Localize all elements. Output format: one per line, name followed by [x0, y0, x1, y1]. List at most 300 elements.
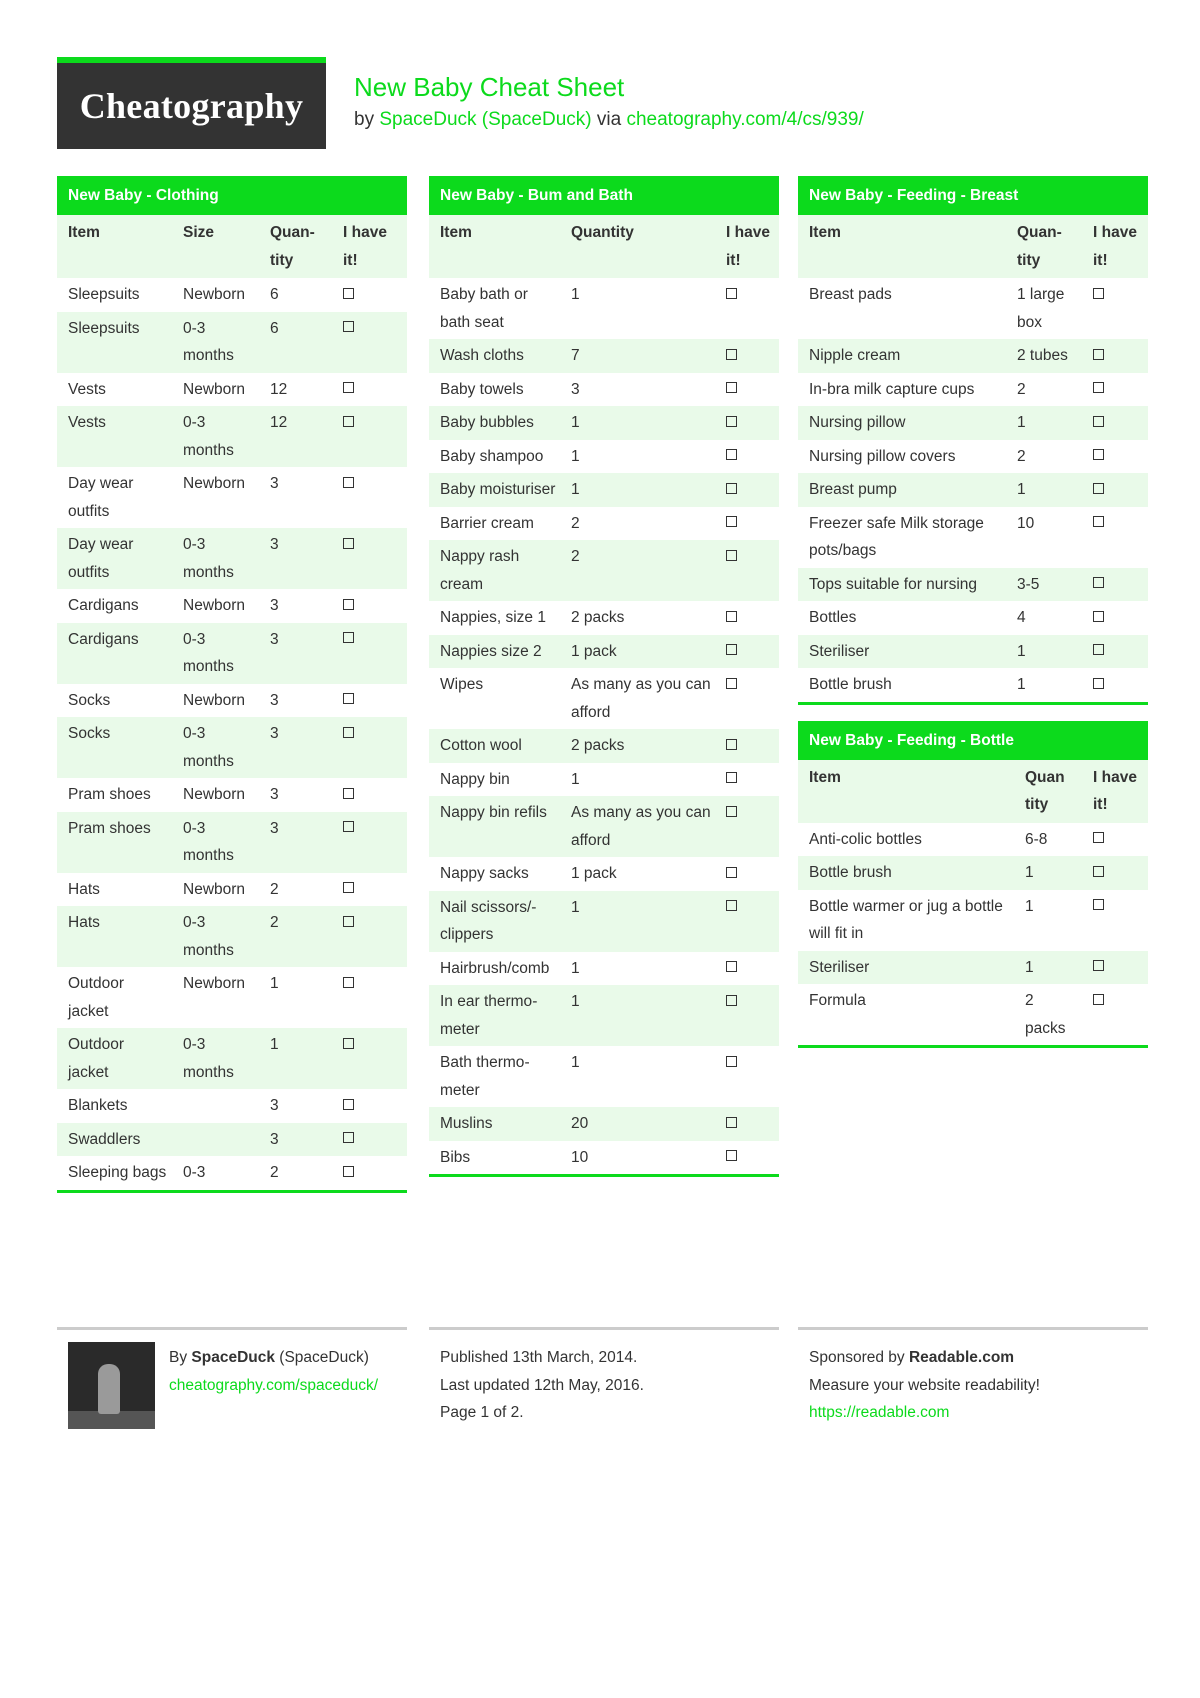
- have-it-cell: [715, 339, 779, 373]
- breast-cell: 1 large box: [1017, 286, 1065, 331]
- have-it-cell: [1082, 856, 1148, 890]
- have-it-cell: [332, 812, 407, 873]
- breast-cell: Bottle brush: [809, 676, 892, 693]
- clothing-cell: 3: [259, 1123, 332, 1157]
- have-it-checkbox[interactable]: [726, 995, 737, 1006]
- bath-cell: Baby moisturiser: [429, 473, 560, 507]
- bath-cell: 1: [571, 286, 580, 303]
- footer-author-url[interactable]: cheatography.com/spaceduck/: [169, 1376, 379, 1394]
- table-row: [429, 796, 779, 857]
- clothing-cell: 3: [270, 786, 279, 803]
- bath-cell: 1 pack: [560, 635, 715, 669]
- have-it-cell: [715, 473, 779, 507]
- clothing-cell: Day wear outfits: [68, 475, 134, 520]
- bath-cell: Barrier cream: [440, 514, 534, 532]
- logo-text: Cheatography: [79, 86, 304, 126]
- clothing-header-cell: I have it!: [332, 215, 407, 278]
- have-it-checkbox[interactable]: [1093, 994, 1104, 1005]
- clothing-cell: Newborn: [183, 380, 246, 398]
- breast-cell: Nursing pillow covers: [809, 447, 956, 465]
- have-it-checkbox[interactable]: [726, 806, 737, 817]
- byline: [354, 109, 864, 131]
- have-it-cell: [332, 684, 407, 718]
- have-it-checkbox[interactable]: [1093, 832, 1104, 843]
- have-it-checkbox[interactable]: [726, 550, 737, 561]
- have-it-checkbox[interactable]: [343, 1132, 354, 1143]
- bottle-header-cell: Item: [798, 760, 1014, 823]
- bath-cell: Wash cloths: [429, 339, 560, 373]
- bottle-title: New Baby - Feeding - Bottle: [798, 721, 1148, 760]
- table-row: [57, 812, 407, 873]
- clothing-cell: 3: [270, 597, 279, 614]
- clothing-cell: 0-3 months: [172, 812, 259, 873]
- have-it-checkbox[interactable]: [343, 788, 354, 799]
- have-it-checkbox[interactable]: [343, 693, 354, 704]
- have-it-cell: [1082, 951, 1148, 985]
- bottle-cell: 1: [1025, 897, 1034, 915]
- clothing-cell: 0-3 months: [172, 623, 259, 684]
- clothing-cell: 3: [259, 623, 332, 684]
- have-it-checkbox[interactable]: [343, 382, 354, 393]
- have-it-checkbox[interactable]: [726, 644, 737, 655]
- clothing-cell: Newborn: [183, 691, 246, 709]
- sponsor-url[interactable]: https://readable.com: [809, 1404, 950, 1421]
- table-row: [57, 906, 407, 967]
- clothing-cell: Outdoor jacket: [57, 1028, 172, 1089]
- table-row: [798, 890, 1148, 951]
- clothing-header-cell: Item: [57, 215, 172, 278]
- have-it-checkbox[interactable]: [343, 977, 354, 988]
- have-it-checkbox[interactable]: [343, 416, 354, 427]
- bath-cell: 3: [571, 380, 580, 398]
- breast-cell: Breast pads: [809, 286, 892, 303]
- table-row: [57, 589, 407, 623]
- table-row: [57, 717, 407, 778]
- have-it-checkbox[interactable]: [1093, 611, 1104, 622]
- have-it-checkbox[interactable]: [1093, 416, 1104, 427]
- have-it-cell: [715, 668, 779, 729]
- have-it-checkbox[interactable]: [1093, 577, 1104, 588]
- have-it-cell: [332, 1156, 407, 1190]
- table-row: [57, 778, 407, 812]
- table-row: [798, 507, 1148, 568]
- breast-table: [798, 215, 1148, 702]
- clothing-cell: Socks: [68, 691, 111, 709]
- have-it-cell: [715, 635, 779, 669]
- bottle-cell: Steriliser: [798, 951, 1014, 985]
- clothing-cell: Cardigans: [57, 623, 172, 684]
- have-it-cell: [1082, 984, 1148, 1045]
- updated-date: Last updated 12th May, 2016.: [440, 1376, 644, 1394]
- clothing-cell: Newborn: [183, 597, 246, 614]
- have-it-checkbox[interactable]: [343, 599, 354, 610]
- have-it-cell: [715, 1141, 779, 1175]
- have-it-checkbox[interactable]: [343, 882, 354, 893]
- table-row: [798, 440, 1148, 474]
- footer-sponsor: [798, 1327, 1148, 1427]
- clothing-cell: Newborn: [183, 786, 246, 803]
- have-it-checkbox[interactable]: [343, 1038, 354, 1049]
- clothing-cell: Newborn: [183, 286, 246, 303]
- have-it-checkbox[interactable]: [726, 483, 737, 494]
- bath-cell: Nappy bin refils: [429, 796, 560, 857]
- sheet-url-link[interactable]: cheatography.com/4/cs/939/: [626, 109, 864, 130]
- table-row: [429, 440, 779, 474]
- have-it-cell: [715, 857, 779, 891]
- bath-cell: 1: [571, 447, 580, 465]
- breast-cell: Nursing pillow: [798, 406, 1006, 440]
- column-3: [798, 176, 1148, 1064]
- clothing-cell: 12: [259, 406, 332, 467]
- clothing-cell: Hats: [57, 906, 172, 967]
- have-it-checkbox[interactable]: [343, 821, 354, 832]
- clothing-cell: 3: [270, 691, 279, 709]
- table-row: [429, 1107, 779, 1141]
- clothing-cell: Socks: [57, 717, 172, 778]
- table-row: [57, 278, 407, 312]
- table-row: [429, 373, 779, 407]
- bath-cell: 2: [560, 540, 715, 601]
- table-row: [429, 763, 779, 797]
- bath-cell: Baby shampoo: [440, 447, 544, 465]
- clothing-cell: Newborn: [183, 475, 246, 492]
- table-row: [798, 568, 1148, 602]
- bottle-cell: 2 packs: [1025, 992, 1066, 1037]
- bath-cell: Wipes: [440, 676, 484, 693]
- have-it-checkbox[interactable]: [726, 739, 737, 750]
- bath-cell: Bath thermometer: [440, 1054, 530, 1099]
- bath-cell: 2 packs: [571, 609, 625, 626]
- clothing-cell: 3: [259, 812, 332, 873]
- table-row: [57, 373, 407, 407]
- have-it-checkbox[interactable]: [726, 288, 737, 299]
- clothing-cell: 0-3 months: [172, 717, 259, 778]
- have-it-cell: [332, 873, 407, 907]
- have-it-cell: [332, 967, 407, 1028]
- clothing-cell: 2: [259, 906, 332, 967]
- have-it-checkbox[interactable]: [343, 321, 354, 332]
- have-it-cell: [1082, 823, 1148, 857]
- have-it-cell: [715, 278, 779, 339]
- clothing-title: New Baby - Clothing: [57, 176, 407, 215]
- have-it-checkbox[interactable]: [343, 727, 354, 738]
- breast-cell: Bottles: [809, 609, 857, 626]
- breast-cell: Nipple cream: [798, 339, 1006, 373]
- table-row: [429, 406, 779, 440]
- page-number: Page 1 of 2.: [440, 1404, 524, 1421]
- have-it-cell: [332, 1028, 407, 1089]
- bottle-table: [798, 760, 1148, 1046]
- breast-cell: Breast pump: [798, 473, 1006, 507]
- table-row: [798, 823, 1148, 857]
- bath-cell: 1: [560, 473, 715, 507]
- author-link[interactable]: SpaceDuck (SpaceDuck): [379, 109, 592, 130]
- table-row: [429, 339, 779, 373]
- bottle-cell: Anti-colic bottles: [809, 830, 922, 848]
- have-it-cell: [715, 440, 779, 474]
- bath-header-cell: Item: [429, 215, 560, 278]
- have-it-checkbox[interactable]: [1093, 288, 1104, 299]
- clothing-cell: 0-3: [183, 1164, 206, 1181]
- bottle-header-row: [798, 760, 1148, 823]
- byline-via: via: [591, 109, 627, 130]
- footer-author: [57, 1327, 407, 1447]
- have-it-checkbox[interactable]: [1093, 960, 1104, 971]
- clothing-section: [57, 176, 407, 1193]
- bath-cell: Baby towels: [440, 380, 524, 398]
- bottle-cell: Formula: [809, 992, 866, 1009]
- have-it-cell: [1082, 406, 1148, 440]
- table-row: [57, 528, 407, 589]
- have-it-checkbox[interactable]: [1093, 516, 1104, 527]
- have-it-checkbox[interactable]: [726, 961, 737, 972]
- byline-prefix: by: [354, 109, 380, 130]
- bottle-header-cell: Quan tity: [1014, 760, 1082, 823]
- clothing-cell: 2: [270, 880, 279, 898]
- bottle-cell: Bottle brush: [798, 856, 1014, 890]
- clothing-cell: Sleeping bags: [68, 1164, 167, 1181]
- breast-section: [798, 176, 1148, 705]
- have-it-cell: [332, 906, 407, 967]
- bath-header-cell: I have it!: [715, 215, 779, 278]
- clothing-cell: Blankets: [68, 1097, 128, 1114]
- table-row: [57, 684, 407, 718]
- bath-cell: Cotton wool: [429, 729, 560, 763]
- table-row: [429, 473, 779, 507]
- footer-author-line: By SpaceDuck (SpaceDuck): [169, 1349, 369, 1366]
- table-row: [57, 623, 407, 684]
- table-row: [429, 601, 779, 635]
- clothing-cell: 3: [270, 475, 279, 492]
- clothing-cell: Newborn: [183, 880, 246, 898]
- have-it-checkbox[interactable]: [1093, 644, 1104, 655]
- bath-cell: Nail scissors/clippers: [429, 891, 560, 952]
- bath-cell: 20: [560, 1107, 715, 1141]
- have-it-checkbox[interactable]: [726, 1117, 737, 1128]
- table-row: [429, 278, 779, 339]
- bath-cell: 1: [560, 891, 715, 952]
- bath-cell: Baby bath or bath seat: [440, 286, 528, 331]
- table-row: [798, 668, 1148, 702]
- have-it-cell: [715, 373, 779, 407]
- breast-title: New Baby - Feeding - Breast: [798, 176, 1148, 215]
- sponsor-name[interactable]: Readable.com: [908, 1349, 1015, 1366]
- have-it-checkbox[interactable]: [343, 1166, 354, 1177]
- clothing-table: [57, 215, 407, 1190]
- footer-author-name[interactable]: SpaceDuck: [191, 1349, 275, 1366]
- bath-cell: In ear thermometer: [429, 985, 560, 1046]
- have-it-checkbox[interactable]: [1093, 866, 1104, 877]
- clothing-cell: Vests: [68, 380, 106, 398]
- have-it-cell: [715, 796, 779, 857]
- bottle-section: [798, 721, 1148, 1049]
- bath-cell: 1: [571, 1054, 580, 1071]
- bottle-cell: Bottle warmer or jug a bottle will fit in: [809, 897, 1003, 942]
- column-2: [429, 176, 779, 1193]
- have-it-checkbox[interactable]: [1093, 382, 1104, 393]
- footer-dates: [429, 1327, 779, 1427]
- have-it-checkbox[interactable]: [1093, 678, 1104, 689]
- have-it-checkbox[interactable]: [726, 416, 737, 427]
- table-row: [57, 1089, 407, 1123]
- bath-title: New Baby - Bum and Bath: [429, 176, 779, 215]
- bottle-cell: 1: [1014, 856, 1082, 890]
- clothing-cell: 3: [270, 1097, 279, 1114]
- table-row: [429, 985, 779, 1046]
- breast-cell: 1: [1006, 635, 1082, 669]
- clothing-cell: Pram shoes: [68, 786, 151, 803]
- breast-cell: 3-5: [1006, 568, 1082, 602]
- table-row: [798, 406, 1148, 440]
- table-row: [798, 339, 1148, 373]
- breast-cell: 1: [1017, 676, 1026, 693]
- table-row: [429, 1046, 779, 1107]
- have-it-checkbox[interactable]: [726, 449, 737, 460]
- bath-cell: Baby bubbles: [429, 406, 560, 440]
- have-it-cell: [1082, 440, 1148, 474]
- bath-cell: Hairbrush/comb: [440, 959, 550, 977]
- bottle-header-cell: I have it!: [1082, 760, 1148, 823]
- table-row: [57, 873, 407, 907]
- breast-header-cell: Item: [798, 215, 1006, 278]
- have-it-checkbox[interactable]: [1093, 349, 1104, 360]
- breast-header-cell: I have it!: [1082, 215, 1148, 278]
- bath-cell: 10: [571, 1148, 589, 1166]
- table-row: [429, 1141, 779, 1175]
- have-it-cell: [715, 985, 779, 1046]
- table-row: [57, 1028, 407, 1089]
- clothing-cell: Day wear outfits: [57, 528, 172, 589]
- clothing-cell: 6: [259, 312, 332, 373]
- have-it-checkbox[interactable]: [343, 916, 354, 927]
- have-it-cell: [715, 406, 779, 440]
- have-it-checkbox[interactable]: [726, 516, 737, 527]
- table-row: [57, 967, 407, 1028]
- breast-header-cell: Quantity: [1006, 215, 1082, 278]
- clothing-cell: 6: [270, 286, 279, 303]
- bath-cell: Muslins: [429, 1107, 560, 1141]
- breast-cell: 1: [1006, 406, 1082, 440]
- bath-cell: 2: [571, 514, 580, 532]
- bath-cell: Bibs: [440, 1148, 471, 1166]
- have-it-checkbox[interactable]: [726, 678, 737, 689]
- bath-cell: 1: [571, 770, 580, 788]
- clothing-cell: 0-3 months: [172, 906, 259, 967]
- table-row: [798, 373, 1148, 407]
- have-it-cell: [1082, 568, 1148, 602]
- clothing-cell: Vests: [57, 406, 172, 467]
- have-it-checkbox[interactable]: [343, 288, 354, 299]
- bath-section: [429, 176, 779, 1177]
- clothing-cell: Hats: [68, 880, 100, 898]
- have-it-cell: [1082, 635, 1148, 669]
- clothing-cell: Cardigans: [68, 597, 139, 614]
- bath-header-cell: Quantity: [560, 215, 715, 278]
- have-it-checkbox[interactable]: [726, 611, 737, 622]
- have-it-checkbox[interactable]: [726, 867, 737, 878]
- bath-cell: 1 pack: [571, 865, 617, 882]
- have-it-cell: [332, 406, 407, 467]
- breast-cell: 1: [1006, 473, 1082, 507]
- clothing-cell: Swaddlers: [57, 1123, 172, 1157]
- have-it-checkbox[interactable]: [1093, 899, 1104, 910]
- have-it-checkbox[interactable]: [726, 772, 737, 783]
- bath-cell: 1: [571, 959, 580, 977]
- table-row: [798, 635, 1148, 669]
- clothing-cell: [172, 1123, 259, 1157]
- have-it-cell: [1082, 373, 1148, 407]
- table-row: [798, 951, 1148, 985]
- have-it-checkbox[interactable]: [726, 1056, 737, 1067]
- table-row: [429, 635, 779, 669]
- have-it-checkbox[interactable]: [726, 349, 737, 360]
- clothing-cell: 0-3 months: [172, 1028, 259, 1089]
- breast-cell: In-bra milk capture cups: [809, 380, 975, 398]
- breast-cell: Tops suitable for nursing: [798, 568, 1006, 602]
- have-it-checkbox[interactable]: [343, 538, 354, 549]
- have-it-cell: [332, 278, 407, 312]
- table-row: [798, 278, 1148, 339]
- have-it-checkbox[interactable]: [1093, 483, 1104, 494]
- have-it-cell: [1082, 507, 1148, 568]
- table-row: [57, 467, 407, 528]
- clothing-header-cell: Size: [172, 215, 259, 278]
- have-it-cell: [332, 1123, 407, 1157]
- breast-cell: 4: [1017, 609, 1026, 626]
- clothing-cell: Newborn: [183, 975, 246, 992]
- have-it-cell: [1082, 473, 1148, 507]
- have-it-checkbox[interactable]: [1093, 449, 1104, 460]
- bottle-cell: 1: [1014, 951, 1082, 985]
- have-it-cell: [332, 312, 407, 373]
- clothing-cell: Outdoor jacket: [68, 975, 125, 1020]
- have-it-cell: [332, 778, 407, 812]
- table-row: [429, 729, 779, 763]
- have-it-cell: [715, 763, 779, 797]
- clothing-cell: 1: [270, 975, 279, 992]
- bath-cell: 1: [560, 985, 715, 1046]
- have-it-checkbox[interactable]: [343, 477, 354, 488]
- table-row: [429, 952, 779, 986]
- cheatography-logo[interactable]: [57, 57, 326, 149]
- have-it-cell: [332, 528, 407, 589]
- have-it-cell: [332, 1089, 407, 1123]
- have-it-checkbox[interactable]: [726, 900, 737, 911]
- clothing-cell: 2: [270, 1164, 279, 1181]
- have-it-checkbox[interactable]: [726, 1150, 737, 1161]
- clothing-header-cell: Quantity: [259, 215, 332, 278]
- have-it-cell: [1082, 890, 1148, 951]
- table-row: [57, 1123, 407, 1157]
- clothing-cell: 0-3 months: [172, 312, 259, 373]
- table-row: [798, 856, 1148, 890]
- clothing-cell: 3: [259, 528, 332, 589]
- clothing-cell: [172, 1089, 259, 1123]
- have-it-checkbox[interactable]: [343, 632, 354, 643]
- bath-cell: 7: [560, 339, 715, 373]
- breast-header-row: [798, 215, 1148, 278]
- table-row: [798, 473, 1148, 507]
- have-it-checkbox[interactable]: [726, 382, 737, 393]
- breast-cell: 10: [1017, 514, 1035, 532]
- breast-cell: Steriliser: [798, 635, 1006, 669]
- breast-cell: 2: [1017, 380, 1026, 398]
- have-it-checkbox[interactable]: [343, 1099, 354, 1110]
- have-it-cell: [715, 540, 779, 601]
- have-it-cell: [715, 891, 779, 952]
- have-it-cell: [332, 717, 407, 778]
- clothing-cell: 3: [259, 717, 332, 778]
